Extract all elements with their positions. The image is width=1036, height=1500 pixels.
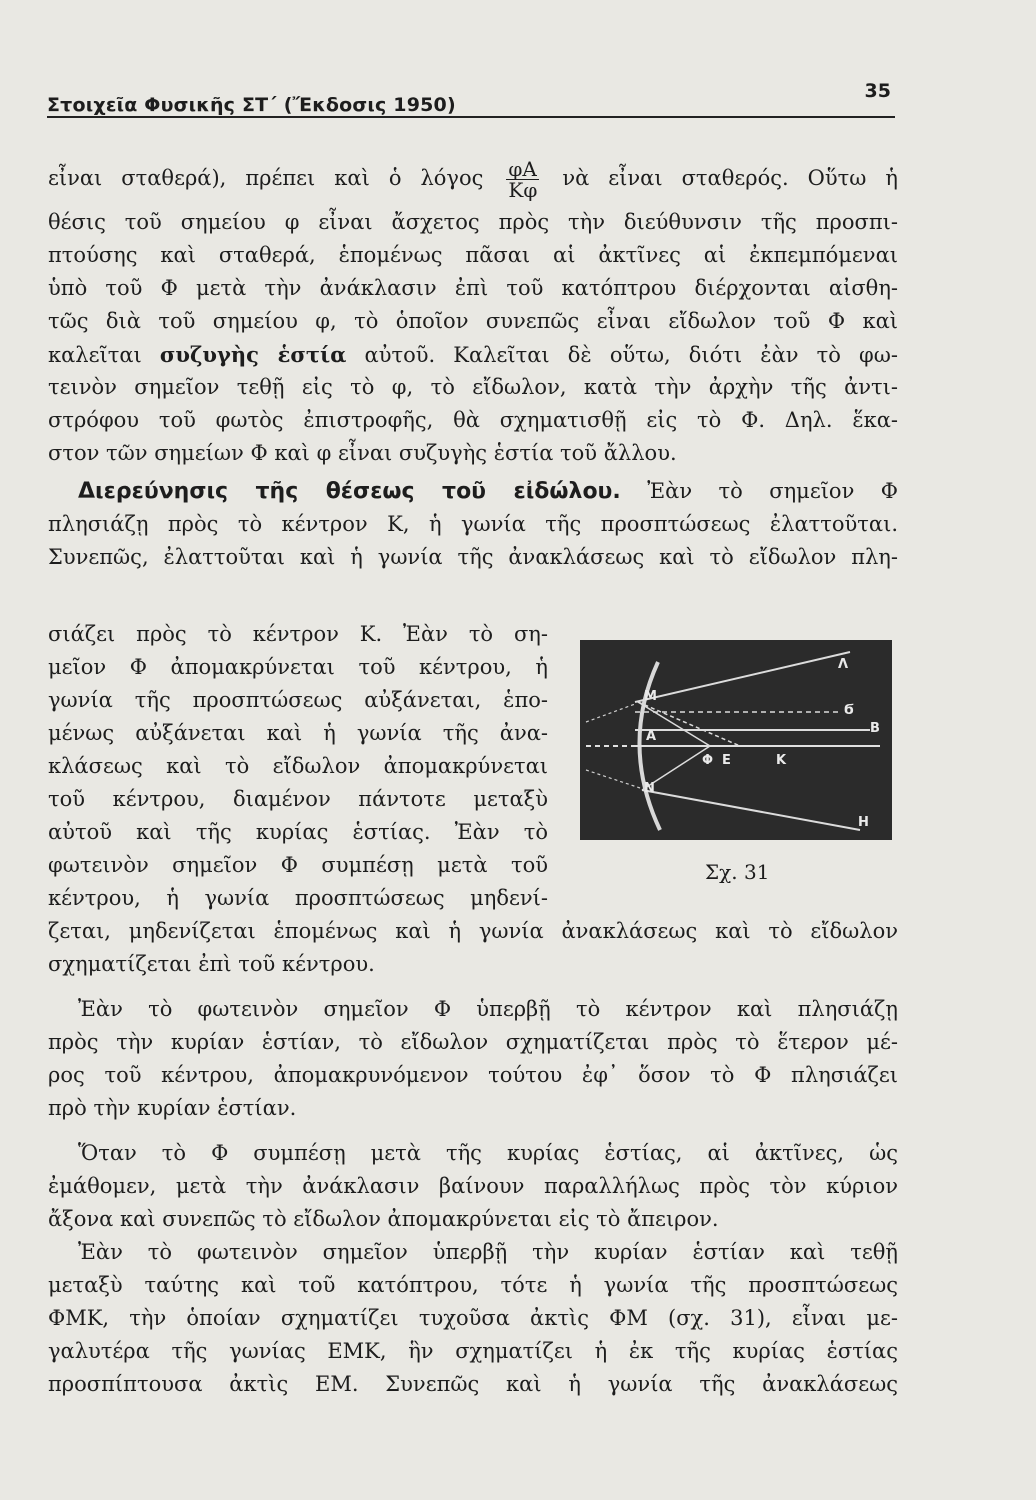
page-number: 35 [864, 80, 891, 102]
text-line: ἄξονα καὶ συνεπῶς τὸ εἴδωλον ἀπομακρύνεται εἰς τὸ ἄπειρον. [48, 1207, 719, 1231]
text-line: ΦΜΚ, τὴν ὁποίαν σχηματίζει τυχοῦσα ἀκτὶς ΦΜ (σχ. 31), εἶναι με- [48, 1306, 898, 1330]
text-line: ἐμάθομεν, μετὰ τὴν ἀνάκλασιν βαίνουν παραλλήλως πρὸς τὸν κύριον [48, 1174, 898, 1198]
text-line: φωτεινὸν σημεῖον Φ συμπέσῃ μετὰ τοῦ [48, 853, 548, 877]
text-line: Ὅταν τὸ Φ συμπέσῃ μετὰ τῆς κυρίας ἑστίας, αἱ ἀκτῖνες, ὡς [78, 1141, 898, 1165]
label-Lambda: Λ [838, 657, 849, 672]
label-B: B [870, 721, 880, 736]
text-line: σιάζει πρὸς τὸ κέντρον Κ. Ἐὰν τὸ ση- [48, 622, 548, 646]
text-line: μένως αὐξάνεται καὶ ἡ γωνία τῆς ἀνα- [48, 721, 548, 745]
text-line: μεῖον Φ ἀπομακρύνεται τοῦ κέντρου, ἡ [48, 655, 548, 679]
text-line [48, 475, 898, 508]
book-title: Στοιχεῖα Φυσικῆς ΣΤ΄ (Ἔκδοσις 1950) [47, 94, 456, 116]
figure-caption: Σχ. 31 [705, 860, 770, 884]
text-line: ὑπὸ τοῦ Φ μετὰ τὴν ἀνάκλασιν ἐπὶ τοῦ κατόπτρου διέρχονται αἰσθη- [48, 276, 898, 300]
text-span: εἶναι σταθερά), πρέπει καὶ ὁ λόγος [48, 166, 484, 190]
text-line [48, 338, 898, 371]
text-line: μεταξὺ ταύτης καὶ τοῦ κατόπτρου, τότε ἡ γωνία τῆς προσπτώσεως [48, 1273, 898, 1297]
fraction-denominator: Κφ [508, 178, 538, 202]
running-header [47, 80, 895, 118]
text-span: αὐτοῦ. Καλεῖται δὲ οὕτω, διότι ἐὰν τὸ φω- [364, 343, 898, 367]
text-block-narrow [48, 618, 548, 915]
label-A: A [646, 729, 657, 744]
text-line: στρόφου τοῦ φωτὸς ἐπιστροφῆς, θὰ σχηματισθῇ εἰς τὸ Φ. Δηλ. ἕκα- [48, 408, 898, 432]
label-b: Ϭ [844, 703, 854, 718]
text-block-top [48, 150, 898, 574]
text-line: πρὸ τὴν κυρίαν ἑστίαν. [48, 1096, 297, 1120]
section-heading: Διερεύνησις τῆς θέσεως τοῦ εἰδώλου. [78, 479, 621, 504]
bold-term: συζυγὴς ἑστία [159, 342, 347, 367]
fraction-numerator: φΑ [506, 159, 539, 180]
text-line: γαλυτέρα τῆς γωνίας ΕΜΚ, ἣν σχηματίζει ἡ ἐκ τῆς κυρίας ἑστίας [48, 1339, 898, 1363]
text-block-bottom [48, 915, 898, 1401]
text-span: Ἐὰν τὸ σημεῖον Φ [647, 479, 898, 503]
text-line: κέντρου, ἡ γωνία προσπτώσεως μηδενί- [48, 886, 548, 910]
text-line: Συνεπῶς, ἐλαττοῦται καὶ ἡ γωνία τῆς ἀνακλάσεως καὶ τὸ εἴδωλον πλη- [48, 545, 898, 569]
text-line: προσπίπτουσα ἀκτὶς ΕΜ. Συνεπῶς καὶ ἡ γωνία τῆς ἀνακλάσεως [48, 1372, 898, 1396]
label-K: K [776, 753, 787, 768]
text-line: τῶς διὰ τοῦ σημείου φ, τὸ ὁποῖον συνεπῶς εἶναι εἴδωλον τοῦ Φ καὶ [48, 309, 898, 333]
text-line: τοῦ κέντρου, διαμένον πάντοτε μεταξὺ [48, 787, 548, 811]
text-line: πρὸς τὴν κυρίαν ἑστίαν, τὸ εἴδωλον σχηματίζεται πρὸς τὸ ἕτερον μέ- [48, 1030, 898, 1054]
text-line: σχηματίζεται ἐπὶ τοῦ κέντρου. [48, 952, 375, 976]
text-line: Ἐὰν τὸ φωτεινὸν σημεῖον Φ ὑπερβῇ τὸ κέντρον καὶ πλησιάζῃ [78, 997, 898, 1021]
label-M: M [644, 689, 657, 704]
text-line [48, 150, 898, 206]
fraction [506, 159, 539, 200]
text-line: Ἐὰν τὸ φωτεινὸν σημεῖον ὑπερβῇ τὴν κυρίαν ἑστίαν καὶ τεθῇ [78, 1240, 898, 1264]
mirror-ray-diagram [580, 640, 892, 840]
text-line: ρος τοῦ κέντρου, ἀπομακρυνόμενον τούτου ἐφ᾽ ὅσον τὸ Φ πλησιάζει [48, 1063, 898, 1087]
text-line: αὐτοῦ καὶ τῆς κυρίας ἑστίας. Ἐὰν τὸ [48, 820, 548, 844]
figure-31-mirror-diagram [580, 640, 892, 840]
text-line: θέσις τοῦ σημείου φ εἶναι ἄσχετος πρὸς τὴν διεύθυνσιν τῆς προσπι- [48, 210, 898, 234]
text-line: πτούσης καὶ σταθερά, ἑπομένως πᾶσαι αἱ ἀκτῖνες αἱ ἐκπεμπόμεναι [48, 243, 898, 267]
text-span: καλεῖται [48, 343, 142, 367]
text-line: τεινὸν σημεῖον τεθῇ εἰς τὸ φ, τὸ εἴδωλον, κατὰ τὴν ἀρχὴν τῆς ἀντι- [48, 375, 898, 399]
label-N: N [644, 781, 655, 796]
text-span: νὰ εἶναι σταθερός. Οὕτω ἡ [562, 166, 898, 190]
label-E: E [722, 753, 731, 768]
label-phi: Φ [702, 753, 714, 768]
text-line: γωνία τῆς προσπτώσεως αὐξάνεται, ἑπο- [48, 688, 548, 712]
label-H: H [858, 815, 869, 830]
text-line: πλησιάζῃ πρὸς τὸ κέντρον Κ, ἡ γωνία τῆς προσπτώσεως ἐλαττοῦται. [48, 512, 898, 536]
text-line: στον τῶν σημείων Φ καὶ φ εἶναι συζυγὴς ἑστία τοῦ ἄλλου. [48, 441, 677, 465]
text-line: κλάσεως καὶ τὸ εἴδωλον ἀπομακρύνεται [48, 754, 548, 778]
text-line: ζεται, μηδενίζεται ἑπομένως καὶ ἡ γωνία ἀνακλάσεως καὶ τὸ εἴδωλον [48, 919, 898, 943]
